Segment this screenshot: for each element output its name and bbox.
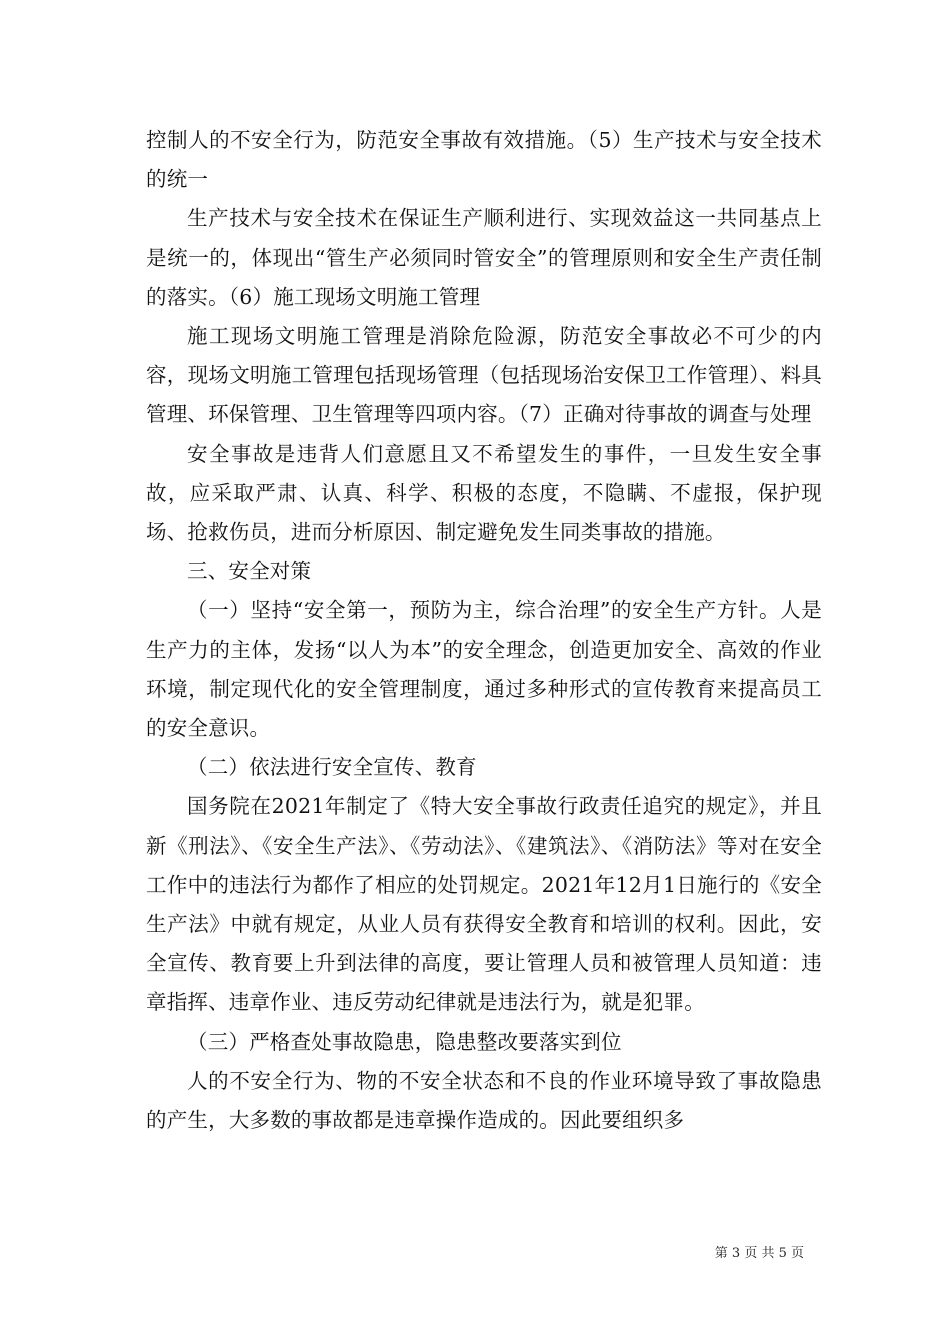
paragraph-site-civilized-management: 施工现场文明施工管理是消除危险源，防范安全事故必不可少的内容，现场文明施工管理包括现场管理（包括现场治安保卫工作管理）、料具管理、环保管理、卫生管理等四项内容。（7）正确对待事故的调查与处理 [146,324,822,427]
paragraph-safety-policy: （一）坚持“安全第一，预防为主，综合治理”的安全生产方针。人是生产力的主体，发扬“以人为本”的安全理念，创造更加安全、高效的作业环境，制定现代化的安全管理制度，通过多种形式的宣传教育来提高员工的安全意识。 [146,598,822,741]
paragraph-continued: 控制人的不安全行为，防范安全事故有效措施。（5）生产技术与安全技术的统一 [146,128,822,192]
paragraph-hazard-causes: 人的不安全行为、物的不安全状态和不良的作业环境导致了事故隐患的产生，大多数的事故都是违章操作造成的。因此要组织多 [146,1068,822,1133]
paragraph-legal-regulations: 国务院在2021年制定了《特大安全事故行政责任追究的规定》，并且新《刑法》、《安全生产法》、《劳动法》、《建筑法》、《消防法》等对在安全工作中的违法行为都作了相应的处罚规定。2021年12月1日施行的《安全生产法》中就有规定，从业人员有获得安全教育和培训的权利。因此，安全宣传、教育要上升到法律的高度，要让管理人员和被管理人员知道：违章指挥、违章作业、违反劳动纪律就是违法行为，就是犯罪。 [146,794,822,1015]
paragraph-accident-handling: 安全事故是违背人们意愿且又不希望发生的事件，一旦发生安全事故，应采取严肃、认真、科学、积极的态度，不隐瞒、不虚报，保护现场、抢救伤员，进而分析原因、制定避免发生同类事故的措施。 [146,441,822,545]
page-number: 第 3 页 共 5 页 [714,1246,804,1261]
section-heading-safety-countermeasures: 三、安全对策 [187,559,312,584]
paragraph-production-safety-unity: 生产技术与安全技术在保证生产顺利进行、实现效益这一共同基点上是统一的，体现出“管生产必须同时管安全”的管理原则和安全生产责任制的落实。（6）施工现场文明施工管理 [146,206,822,309]
subheading-legal-education: （二）依法进行安全宣传、教育 [187,755,477,780]
subheading-hazard-rectification: （三）严格查处事故隐患，隐患整改要落实到位 [187,1029,622,1054]
document-body [146,121,822,1140]
